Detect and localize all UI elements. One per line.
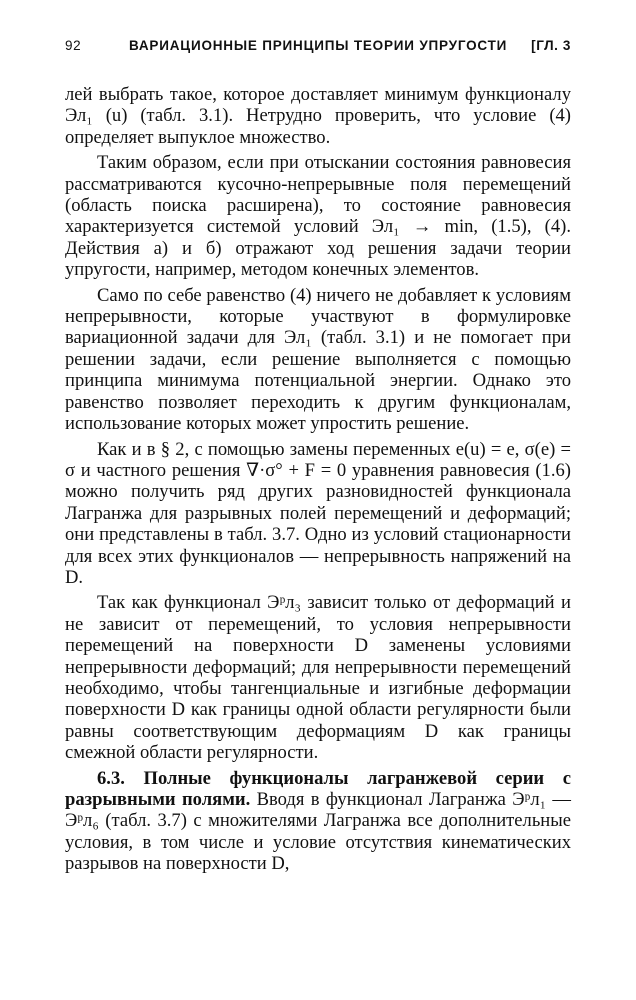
- running-title: ВАРИАЦИОННЫЕ ПРИНЦИПЫ ТЕОРИИ УПРУГОСТИ: [129, 38, 508, 53]
- page-number: 92: [65, 38, 82, 53]
- section-paragraph: [65, 768, 571, 875]
- paragraph: Таким образом, если при отыскании состояния равновесия рассматриваются кусочно-непрерывные поля перемещений (область поиска расширена), то состояние равновесия характеризуется системой условий Эл₁ → min, (1.5), (4). Действия а) и б) отражают ход решения задачи теории упругости, например, методом конечных элементов.: [65, 152, 571, 281]
- body-text: [65, 84, 571, 875]
- paragraph-continuation: лей выбрать такое, которое доставляет минимум функционалу Эл₁ (u) (табл. 3.1). Нетрудно проверить, что условие (4) определяет выпуклое множество.: [65, 84, 571, 148]
- running-header: [65, 38, 571, 62]
- paragraph: Как и в § 2, с помощью замены переменных e(u) = e, σ(e) = σ и частного решения ∇·σ° + F = 0 уравнения равновесия (1.6) можно получить ряд других разновидностей функционала Лагранжа для разрывных полей перемещений и деформаций; они представлены в табл. 3.7. Одно из условий стационарности для всех этих функционалов — непрерывность напряжений на D.: [65, 438, 571, 588]
- book-page: [65, 38, 571, 879]
- chapter-marker: [ГЛ. 3: [531, 38, 571, 53]
- section-heading: 6.3. Полные функционалы лагранжевой серии с разрывными полями.: [65, 767, 571, 810]
- paragraph: Так как функционал Эᵖл₃ зависит только от деформаций и не зависит от перемещений, то условия непрерывности перемещений на поверхности D заменены условиями непрерывности деформаций; для непрерывности перемещений необходимо, чтобы тангенциальные и изгибные деформации поверхности D как границы одной области регулярности были равны соответствующим деформациям D как границы смежной области регулярности.: [65, 592, 571, 764]
- section-text: Вводя в функционал Лагранжа Эᵖл₁ — Эᵖл₆ (табл. 3.7) с множителями Лагранжа все дополнительные условия, в том числе и условие отсутствия кинематических разрывов на поверхности D,: [65, 789, 571, 875]
- paragraph: Само по себе равенство (4) ничего не добавляет к условиям непрерывности, которые участвуют в формулировке вариационной задачи для Эл₁ (табл. 3.1) и не помогает при решении задачи, если решение выполняется с помощью принципа минимума потенциальной энергии. Однако это равенство позволяет переходить к другим функционалам, использование которых может упростить решение.: [65, 284, 571, 435]
